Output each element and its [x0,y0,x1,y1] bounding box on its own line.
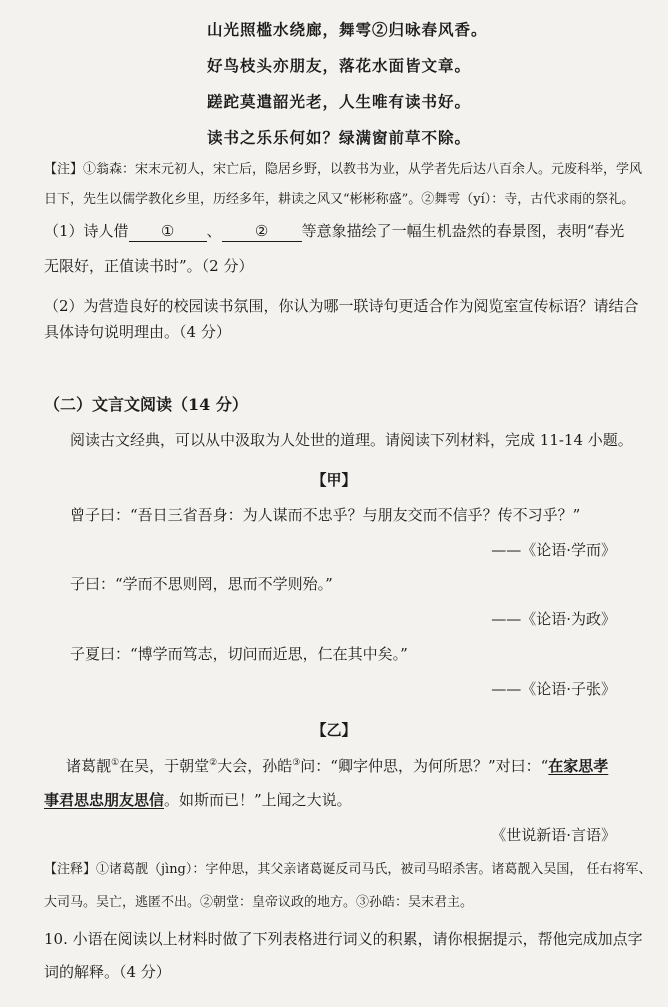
question-10-line-1: 10. 小语在阅读以上材料时做了下列表格进行词义的积累，请你根据提示，帮他完成加点字 [44,930,643,948]
yi-text-d: 问：“卿字仲思，为何所思？”对曰：“ [300,757,549,775]
answer-blank-2[interactable]: ② [222,221,302,242]
poem-line-3: 蹉跎莫遣韶光老，人生唯有读书好。 [207,92,472,111]
question-1-line-2: 无限好，正值读书时”。（2 分） [44,257,254,275]
yi-paragraph-line-1 [66,756,608,776]
footnote-ref-1: ① [111,758,120,768]
yi-note-line-1: 【注释】①诸葛靓（jìng）：字仲思，其父亲诸葛诞反司马氏，被司马昭杀害。诸葛靓入吴国， 任右将军、 [44,862,652,877]
question-2-line-2: 具体诗句说明理由。（4 分） [44,323,231,341]
footnote-ref-2: ② [209,758,218,768]
question-2-line-1: （2）为营造良好的校园读书氛围，你认为哪一联诗句更适合作为阅览室宣传标语？请结合 [44,297,639,315]
jia-quote-3: 子夏曰：“博学而笃志，切问而近思，仁在其中矣。” [70,645,408,663]
yi-note-line-2: 大司马。吴亡，逃匿不出。②朝堂：皇帝议政的地方。③孙皓：吴末君主。 [44,895,474,910]
yi-text-e: 。如斯而已！”上闻之大说。 [164,791,352,809]
question-1 [44,221,624,242]
yi-paragraph-line-2 [44,790,352,810]
jia-quote-2: 子曰：“学而不思则罔，思而不学则殆。” [70,575,333,593]
jia-quote-1: 曾子曰：“吾日三省吾身：为人谋而不忠乎？与朋友交而不信乎？传不习乎？” [70,506,581,524]
yi-text-c: 大会，孙皓 [217,757,293,775]
jia-source-1: ——《论语·学而》 [491,541,616,559]
yi-source: 《世说新语·言语》 [491,826,616,844]
poem-note-line-2: 日下，先生以儒学教化乡里，历经多年，耕读之风又“彬彬称盛”。②舞雩（yí）：寺，古代求雨的祭礼。 [44,192,635,207]
poem-note-line-1: 【注】①翁森：宋末元初人，宋亡后，隐居乡野，以教书为业，从学者先后达八百余人。元废科举，学风 [44,162,643,177]
passage-yi-label: 【乙】 [311,721,357,739]
passage-jia-label: 【甲】 [311,471,357,489]
poem-line-2: 好鸟枝头亦朋友，落花水面皆文章。 [207,56,472,75]
answer-blank-1[interactable]: ① [129,221,207,242]
question-1-sep: 、 [206,222,222,240]
yi-text-a: 诸葛靓 [66,757,112,775]
question-1-prefix: （1）诗人借 [44,222,129,240]
section-intro: 阅读古文经典，可以从中汲取为人处世的道理。请阅读下列材料，完成 11-14 小题。 [70,431,633,449]
poem-line-1: 山光照槛水绕廊，舞雩②归咏春风香。 [207,20,488,39]
poem-line-4: 读书之乐乐何如？绿满窗前草不除。 [207,128,472,147]
question-1-suffix: 等意象描绘了一幅生机盎然的春景图，表明“春光 [301,222,625,240]
jia-source-2: ——《论语·为政》 [491,610,616,628]
jia-source-3: ——《论语·子张》 [491,680,616,698]
yi-underlined-text-2: 事君思忠朋友思信 [44,791,165,809]
yi-underlined-text-1: 在家思孝 [548,757,609,775]
yi-text-b: 在吴，于朝堂 [119,757,210,775]
section-title: （二）文言文阅读（14 分） [44,395,248,414]
question-10-line-2: 词的解释。（4 分） [44,963,171,981]
footnote-ref-3: ③ [292,758,301,768]
